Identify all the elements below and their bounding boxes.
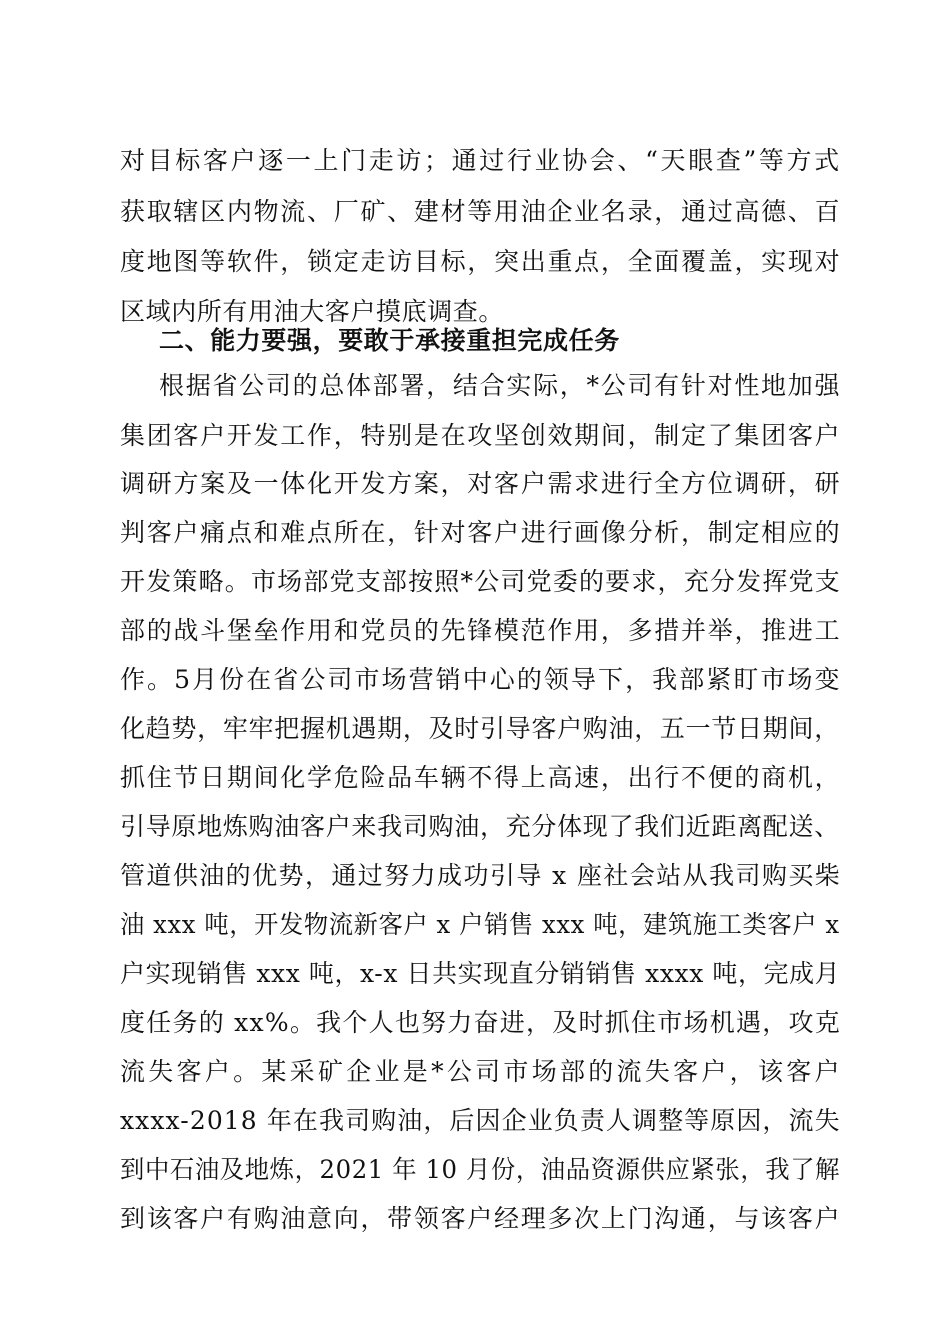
body-text-line: 度地图等软件，锁定走访目标，突出重点，全面覆盖，实现对 <box>120 247 842 276</box>
body-text-line: 作。5月份在省公司市场营销中心的领导下，我部紧盯市场变 <box>120 665 842 694</box>
body-text-line: 开发策略。市场部党支部按照*公司党委的要求，充分发挥党支 <box>120 567 841 596</box>
body-text-line: 区域内所有用油大客户摸底调查。 <box>120 297 505 326</box>
body-text-line: 根据省公司的总体部署，结合实际，*公司有针对性地加强 <box>159 371 842 400</box>
body-text-line: 到该客户有购油意向，带领客户经理多次上门沟通，与该客户 <box>120 1204 842 1233</box>
body-text-line: 判客户痛点和难点所在，针对客户进行画像分析，制定相应的 <box>120 518 842 547</box>
body-text-line: 调研方案及一体化开发方案，对客户需求进行全方位调研，研 <box>120 469 842 498</box>
body-text-line: 引导原地炼购油客户来我司购油，充分体现了我们近距离配送、 <box>120 812 840 841</box>
body-text-line: 到中石油及地炼，2021 年 10 月份，油品资源供应紧张，我了解 <box>120 1155 841 1184</box>
body-text-line: 化趋势，牢牢把握机遇期，及时引导客户购油，五一节日期间， <box>120 714 840 743</box>
body-text-line: 油 xxx 吨，开发物流新客户 x 户销售 xxx 吨，建筑施工类客户 x <box>120 910 840 939</box>
body-text-line: 度任务的 xx%。我个人也努力奋进，及时抓住市场机遇，攻克 <box>120 1008 841 1037</box>
body-text-line: 获取辖区内物流、厂矿、建材等用油企业名录，通过高德、百 <box>120 197 842 226</box>
body-text-line: 流失客户。某采矿企业是*公司市场部的流失客户，该客户 <box>120 1057 843 1086</box>
body-text-line: xxxx-2018 年在我司购油，后因企业负责人调整等原因，流失 <box>120 1106 841 1135</box>
body-text-line: 户实现销售 xxx 吨，x-x 日共实现直分销销售 xxxx 吨，完成月 <box>120 959 841 988</box>
body-text-line: 对目标客户逐一上门走访；通过行业协会、“天眼查”等方式 <box>120 146 842 175</box>
body-text-line: 部的战斗堡垒作用和党员的先锋模范作用，多措并举，推进工 <box>120 616 842 645</box>
body-text-line: 集团客户开发工作，特别是在攻坚创效期间，制定了集团客户 <box>120 421 842 450</box>
body-text-line: 管道供油的优势，通过努力成功引导 x 座社会站从我司购买柴 <box>120 861 842 890</box>
section-heading: 二、能力要强，要敢于承接重担完成任务 <box>159 326 620 355</box>
body-text-line: 抓住节日期间化学危险品车辆不得上高速，出行不便的商机， <box>120 763 842 792</box>
